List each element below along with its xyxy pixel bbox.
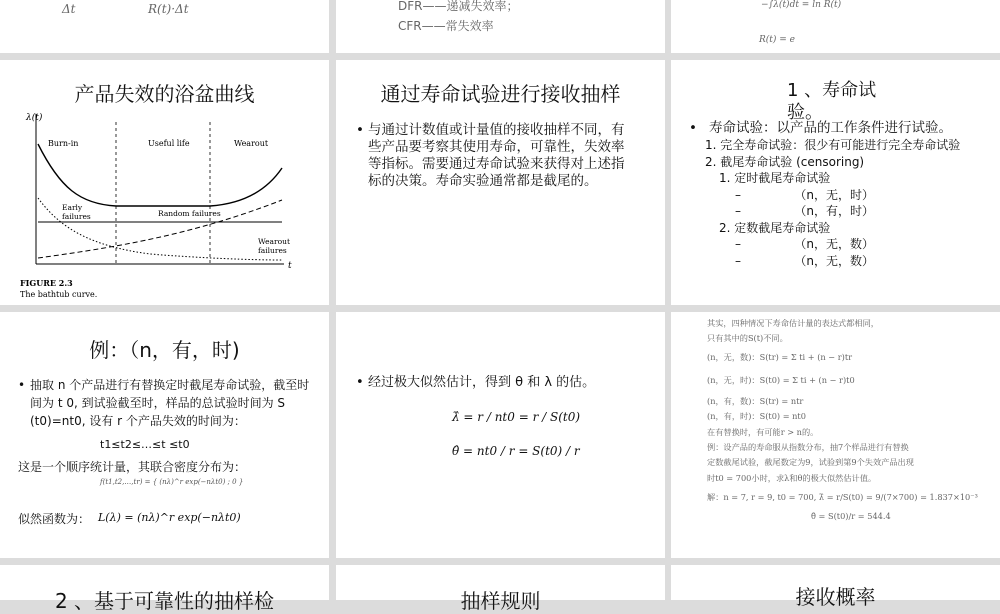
region-burn-in: Burn-in: [48, 139, 79, 148]
density-formula: f(t1,t2,…,tr) = { (nλ)^r exp(−nλt0) ; 0 }: [100, 478, 244, 486]
x-axis-label: t: [288, 261, 292, 271]
summary-line: 解：n = 7, r = 9, t0 = 700, λ̂ = r/S(t0) = 9/(7×700) = 1.837×10⁻³: [707, 491, 978, 502]
reliability-formula: R(t) = e: [759, 35, 796, 45]
slide-bottom-right[interactable]: [671, 565, 1000, 609]
slide-estimator-summary[interactable]: [671, 312, 1000, 558]
bullet-text: 经过极大似然估计，得到 θ 和 λ 的估。: [368, 375, 596, 390]
list-item: 1. 定时截尾寿命试验: [719, 171, 831, 185]
region-wearout: Wearout: [234, 139, 269, 148]
test-types-list: [705, 137, 960, 269]
summary-line: (n，有，数)：S(tr) = ntr: [707, 396, 804, 407]
likelihood-label: 似然函数为：: [18, 512, 91, 526]
bathtub-curve: [38, 144, 282, 206]
figure-caption: FIGURE 2.3: [20, 278, 73, 288]
likelihood-formula: L(λ) = (nλ)^r exp(−nλt0): [98, 511, 241, 524]
density-text: 这是一个顺序统计量，其联合密度分布为：: [18, 460, 247, 474]
summary-line: θ̂ = S(t0)/r = 544.4: [811, 511, 891, 522]
slide-title: 产品失效的浴盆曲线: [74, 82, 255, 106]
list-item: 2. 定数截尾寿命试验: [719, 220, 831, 235]
slide-title: 抽样规则: [460, 589, 541, 613]
theta-estimate: θ̂ = nt0 / r = S(t0) / r: [452, 444, 580, 458]
integral-formula: −∫λ(t)dt = ln R(t): [761, 0, 842, 10]
slide-title: 2 、基于可靠性的抽样检: [54, 589, 275, 613]
summary-line: 例：设产品的寿命服从指数分布，抽7个样品进行有替换: [707, 442, 909, 453]
bullet-text: 抽取 n 个产品进行有替换定时截尾寿命试验，截至时间为 t 0, 到试验截至时，样品的总试验时间为 S (t0)=nt0, 设有 r 个产品失效的时间为：: [30, 378, 310, 428]
list-item: – （n，无，时）: [735, 187, 875, 202]
list-item: – （n，无，数）: [735, 253, 875, 268]
bullet-paragraph: [356, 122, 636, 190]
failure-rate-legend: [398, 0, 518, 36]
svg-text:failures: failures: [258, 246, 287, 255]
slide-title: 例：（n，有，时): [89, 338, 240, 362]
label-early-failures-1: Early: [62, 203, 83, 212]
slide-bottom-middle[interactable]: [336, 565, 665, 613]
bullet-paragraph: • 经过极大似然估计，得到 θ 和 λ 的估。: [356, 375, 596, 390]
summary-line: (n，无，数)：S(tr) = Σ ti + (n − r)tr: [707, 351, 853, 362]
summary-line: 只有其中的S(t)不同。: [707, 333, 788, 344]
formula-denominator-dt: Δt: [62, 2, 76, 16]
slide-example-time-censored[interactable]: [0, 312, 329, 558]
list-item: – （n，有，时）: [735, 204, 875, 218]
figure-subcaption: The bathtub curve.: [20, 290, 98, 299]
region-useful-life: Useful life: [148, 139, 190, 148]
list-item: 1. 完全寿命试验：很少有可能进行完全寿命试验: [705, 138, 961, 152]
bullet-paragraph: • 抽取 n 个产品进行有替换定时截尾寿命试验，截至时间为 t 0, 到试验截至时，样品的总试验时间为 S (t0)=nt0, 设有 r 个产品失效的时间为：: [18, 378, 310, 428]
slide-title: 通过寿命试验进行接收抽样: [380, 82, 621, 106]
slide-top-middle[interactable]: [336, 0, 665, 53]
list-item: – （n，无，数）: [735, 237, 875, 251]
summary-line: 时t0 = 700小时，求λ和θ的极大似然估计值。: [707, 472, 877, 483]
summary-line: (n，无，时)：S(t0) = Σ ti + (n − r)t0: [707, 374, 855, 385]
slide-life-test[interactable]: [671, 60, 1000, 305]
lambda-estimate: λ̂ = r / nt0 = r / S(t0): [452, 410, 581, 424]
cfr-line: CFR——常失效率: [398, 19, 494, 33]
bullet-text: 与通过计数值或计量值的接收抽样不同，有些产品要考察其使用寿命，可靠性，失效率等指标。需要通过寿命试验来获得对上述指标的决策。寿命实验通常都是截尾的。: [368, 122, 625, 189]
summary-line: 定数截尾试验，截尾数定为9，试验到第9个失效产品出现: [707, 457, 914, 468]
summary-line: 其实，四种情况下寿命估计量的表达式都相同，: [707, 318, 879, 328]
summary-text: [707, 316, 978, 525]
slide-title: 接收概率: [795, 585, 876, 609]
failure-time-sequence: t1≤t2≤…≤t ≤t0: [100, 438, 190, 451]
formula-denominator-rt: R(t)·Δt: [148, 2, 189, 16]
slide-bathtub-curve[interactable]: [0, 60, 329, 305]
main-bullet: • 寿命试验：以产品的工作条件进行试验。: [689, 120, 952, 136]
bullet-dot: •: [356, 122, 364, 138]
slide-bottom-left[interactable]: [0, 565, 329, 613]
bathtub-figure: [20, 108, 320, 306]
summary-line: (n，有，时)：S(t0) = nt0: [707, 411, 806, 422]
list-item: 2. 截尾寿命试验 (censoring): [705, 154, 865, 169]
slide-acceptance-sampling[interactable]: [336, 60, 665, 305]
summary-line: 在有替换时，有可能r > n的。: [707, 426, 819, 437]
slide-title: 1 、寿命试验。: [787, 80, 877, 123]
y-axis-label: λ(t): [26, 113, 43, 123]
dfr-line: DFR——递减失效率；: [398, 0, 519, 13]
slide-mle-estimate[interactable]: [336, 312, 665, 558]
slide-top-right[interactable]: [671, 0, 1000, 53]
label-random-failures: Random failures: [158, 209, 221, 218]
svg-text:Wearout: Wearout: [258, 237, 290, 246]
slide-top-left[interactable]: [0, 0, 329, 53]
bullet-text: 寿命试验：以产品的工作条件进行试验。: [709, 120, 952, 136]
svg-text:failures: failures: [62, 212, 91, 221]
